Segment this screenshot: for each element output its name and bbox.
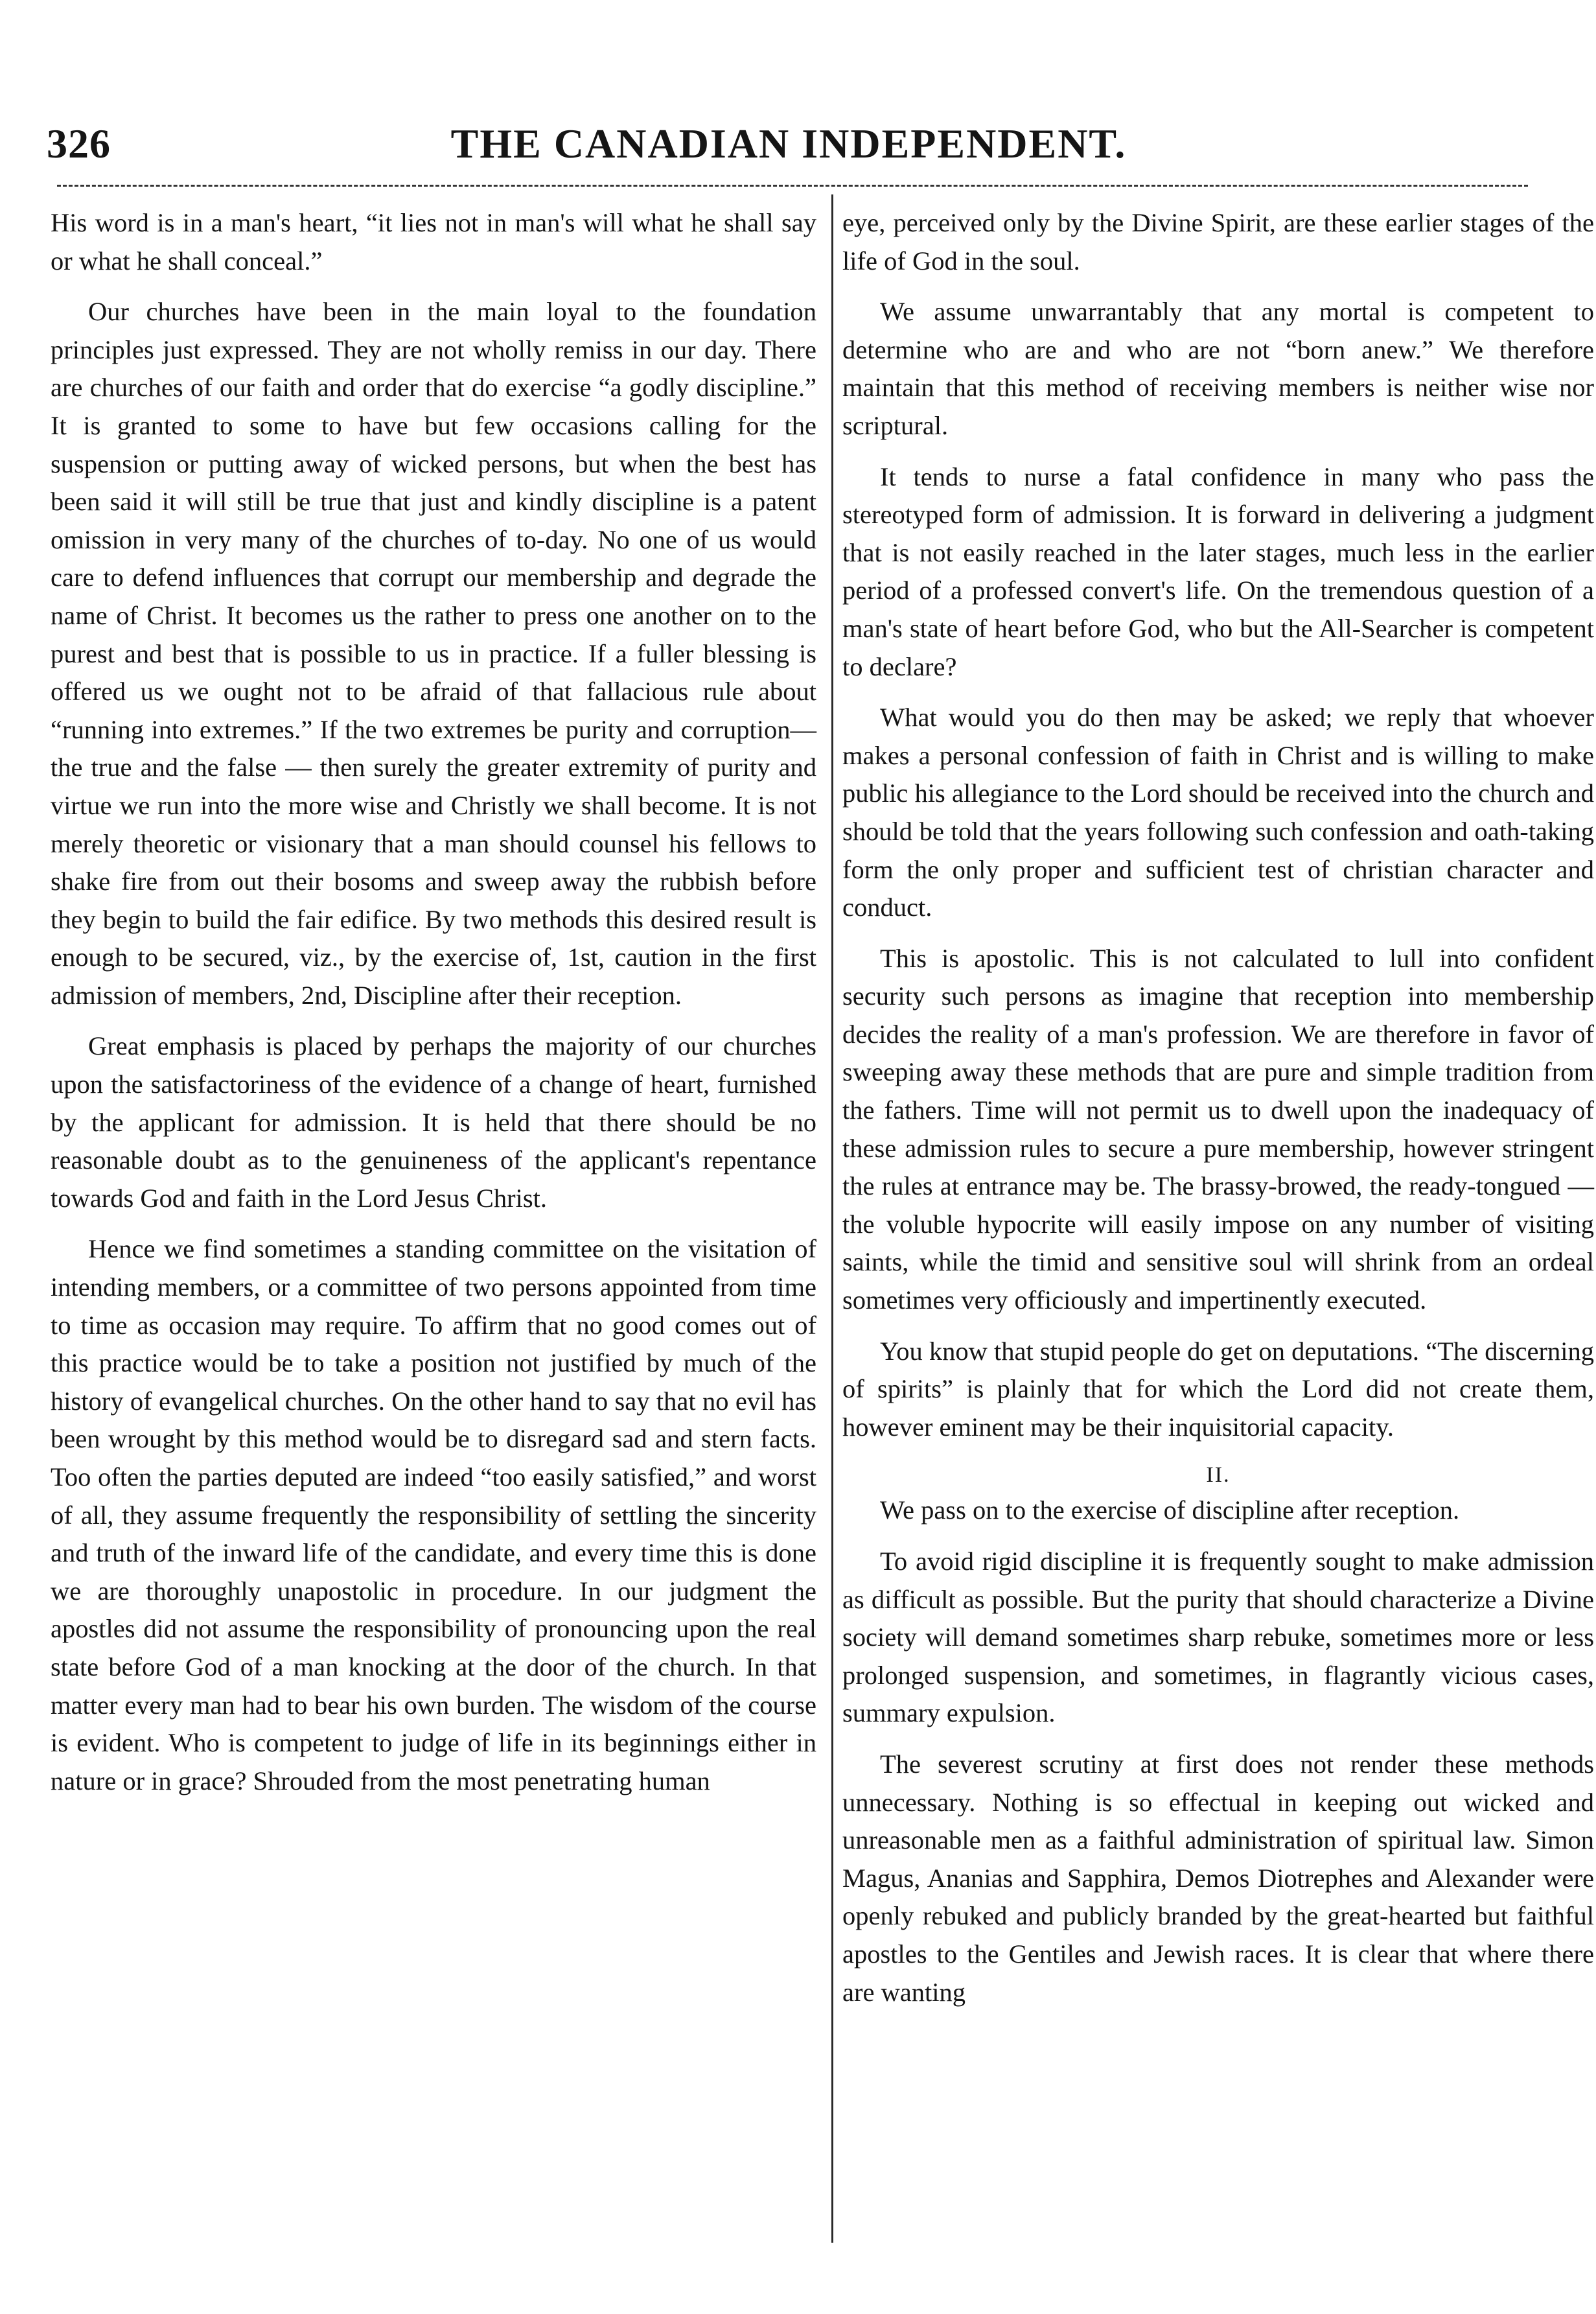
section-number: II. — [1206, 1463, 1231, 1488]
paragraph: Great emphasis is placed by perhaps the majority of our churches upon the satisfactoriness of the evidence of a change of heart, furnished by the applicant for admission. It is held that there should be no reasonable doubt as to the genuineness of the applicant's repentance towards God and faith in the Lord Jesus Christ. — [51, 1031, 816, 1213]
journal-title: THE CANADIAN INDEPENDENT. — [450, 121, 1127, 167]
paragraph: Hence we find sometimes a standing committee on the visitation of intending members, or a committee of two persons appointed from time to time as occasion may require. To affirm that no good comes out of this practice would be to take a position not justified by much of the history of evangelical churches. On the other hand to say that no evil has been wrought by this method would be to disregard sad and stern facts. Too often the parties deputed are indeed “too easily satisfied,” and worst of all, they assume frequently the responsibility of settling the sincerity and truth of the inward life of the candidate, and every time this is done we are thoroughly unapostolic in procedure. In our judgment the apostles did not assume the responsibility of pronouncing upon the real state before God of a man knocking at the door of the church. In that matter every man had to bear his own burden. The wisdom of the course is evident. Who is competent to judge of life in its beginnings either in nature or in grace? Shrouded from the most penetrating human — [51, 1234, 816, 1795]
paragraph: The severest scrutiny at first does not render these methods unnecessary. Nothing is so effectual in keeping out wicked and unreasonable men as a faithful administration of spiritual law. Simon Magus, Ananias and Sapphira, Demos Diotrephes and Alexander were openly rebuked and publicly branded by the great-hearted but faithful apostles to the Gentiles and Jewish races. It is clear that where there are wanting — [842, 1749, 1594, 2007]
paragraph: What would you do then may be asked; we reply that whoever makes a personal confession of faith in Christ and is willing to make public his allegiance to the Lord should be received into the church and should be told that the years following such confession and oath-taking form the only proper and sufficient test of christian character and conduct. — [842, 703, 1594, 922]
paragraph: We assume unwarrantably that any mortal is competent to determine who are and who are not “born anew.” We therefore maintain that this method of receiving members is neither wise nor scriptural. — [842, 297, 1594, 440]
paragraph: His word is in a man's heart, “it lies not in man's will what he shall say or what he shall conceal.” — [51, 208, 816, 275]
paragraph: Our churches have been in the main loyal to the foundation principles just expressed. They are not wholly remiss in our day. There are churches of our faith and order that do exercise “a godly discipline.” It is granted to some to have but few occasions calling for the suspension or putting away of wicked persons, but when the best has been said it will still be true that just and kindly discipline is a patent omission in very many of the churches of to-day. No one of us would care to defend influences that corrupt our membership and degrade the name of Christ. It becomes us the rather to press one another on to the purest and best that is possible to us in practice. If a fuller blessing is offered us we ought not to be afraid of that fallacious rule about “running into extremes.” If the two extremes be purity and corruption—the true and the false — then surely the greater extremity of purity and virtue we run into the more wise and Christly we shall become. It is not merely theoretic or visionary that a man should counsel his fellows to shake fire from out their bosoms and sweep away the rubbish before they begin to build the fair edifice. By two methods this desired result is enough to be secured, viz., by the exercise of, 1st, caution in the first admission of members, 2nd, Discipline after their reception. — [51, 297, 816, 1010]
column-divider — [831, 194, 833, 2243]
header-rule — [57, 185, 1528, 187]
paragraph: To avoid rigid discipline it is frequently sought to make admission as difficult as possible. But the purity that should characterize a Divine society will demand sometimes sharp rebuke, sometimes more or less prolonged suspension, and sometimes, in flagrantly vicious cases, summary expulsion. — [842, 1547, 1594, 1728]
right-column — [842, 204, 1594, 2024]
paragraph: It tends to nurse a fatal confidence in many who pass the stereotyped form of admission. It is forward in delivering a judgment that is not easily reached in the later stages, much less in the earlier period of a professed convert's life. On the tremendous question of a man's state of heart before God, who but the All-Searcher is competent to declare? — [842, 462, 1594, 681]
paragraph: This is apostolic. This is not calculated to lull into confident security such persons as imagine that reception into membership decides the reality of a man's profession. We are therefore in favor of sweeping away these methods that are pure and simple tradition from the fathers. Time will not permit us to dwell upon the inadequacy of these admission rules to secure a pure membership, however stringent the rules at entrance may be. The brassy-browed, the ready-tongued —the voluble hypocrite will easily impose on any number of visiting saints, while the timid and sensitive soul will shrink from an ordeal sometimes very officiously and impertinently executed. — [842, 943, 1594, 1315]
page-header — [47, 120, 1531, 172]
paragraph: You know that stupid people do get on deputations. “The discerning of spirits” is plainly that for which the Lord did not create them, however eminent may be their inquisitorial capacity. — [842, 1336, 1594, 1442]
page-number: 326 — [47, 121, 111, 167]
left-column — [51, 204, 816, 1813]
paragraph: We pass on to the exercise of discipline after reception. — [880, 1495, 1460, 1525]
paragraph: eye, perceived only by the Divine Spirit, are these earlier stages of the life of God in the soul. — [842, 208, 1594, 275]
